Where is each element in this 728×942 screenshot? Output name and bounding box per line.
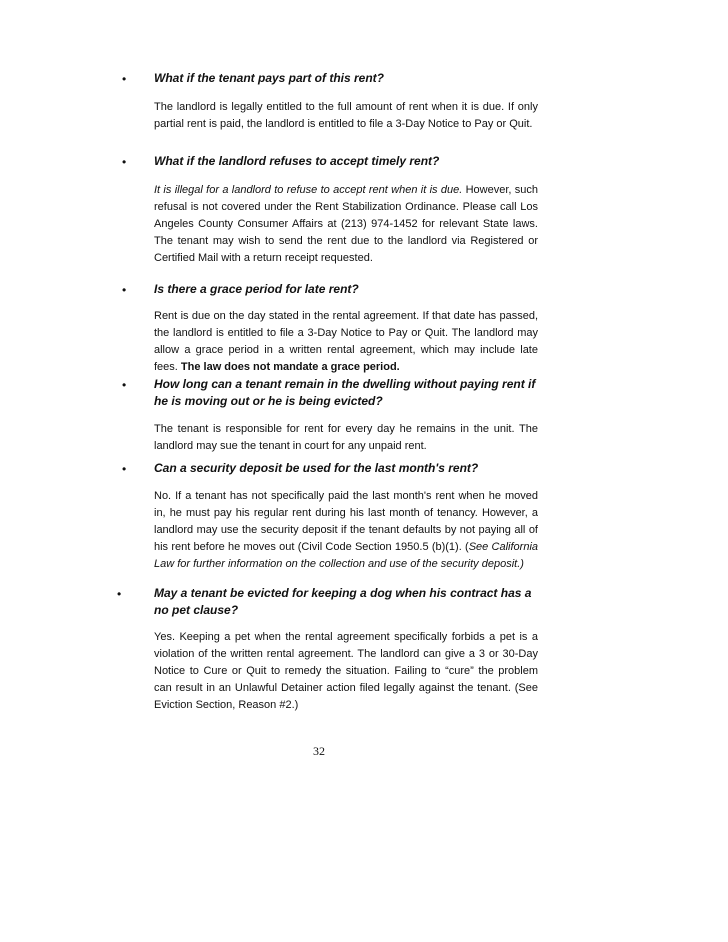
bullet-icon: • — [122, 155, 127, 169]
answer-text: No. If a tenant has not specifically paid the last month's rent when he moved in, he must pay his regular rent during his last month of tenancy. However, a landlord may use the security deposit if the tenant defaults by not paying all of his rent before he moves out (Civil Code Section 1950.5 (b)(1). ( — [154, 490, 538, 553]
question-heading: May a tenant be evicted for keeping a dog when his contract has a no pet clause? — [154, 586, 532, 617]
answer-paragraph: The tenant is responsible for rent for every day he remains in the unit. The landlord may sue the tenant in court for any unpaid rent. — [154, 423, 538, 452]
question-heading: How long can a tenant remain in the dwelling without paying rent if he is moving out or he is being evicted? — [154, 377, 536, 408]
answer-italic-text: See California Law for further information on the collection and use of the security deposit.) — [154, 541, 539, 570]
answer-paragraph: The landlord is legally entitled to the full amount of rent when it is due. If only partial rent is paid, the landlord is entitled to file a 3-Day Notice to Pay or Quit. — [154, 101, 538, 130]
page-number: 32 — [313, 744, 325, 758]
answer-italic-text: It is illegal for a landlord to refuse to accept rent when it is due. — [154, 184, 463, 196]
answer-paragraph: Yes. Keeping a pet when the rental agreement specifically forbids a pet is a violation of the written rental agreement. The landlord can give a 3 or 30-Day Notice to Cure or Quit to remedy the situation. Failing to “cure” the problem can result in an Unlawful Detainer action filed legally against the tenant. (See Eviction Section, Reason #2.) — [154, 631, 538, 711]
bullet-icon: • — [122, 283, 127, 297]
bullet-icon: • — [122, 378, 127, 392]
bullet-icon: • — [117, 587, 122, 601]
answer-paragraph — [154, 308, 538, 376]
bullet-icon: • — [122, 462, 127, 476]
question-heading: Is there a grace period for late rent? — [154, 282, 359, 296]
answer-text: However, such refusal is not covered under the Rent Stabilization Ordinance. Please call Los Angeles County Consumer Affairs at (213) 974-1452 for relevant State laws. The tenant may wish to send the rent due to the landlord via Registered or Certified Mail with a return receipt requested. — [154, 184, 539, 264]
answer-paragraph — [154, 182, 538, 267]
answer-paragraph — [154, 488, 538, 573]
question-heading: What if the landlord refuses to accept timely rent? — [154, 154, 440, 168]
question-heading: Can a security deposit be used for the last month's rent? — [154, 461, 479, 475]
question-heading: What if the tenant pays part of this rent? — [154, 71, 385, 85]
answer-bold-text: The law does not mandate a grace period. — [180, 361, 400, 373]
bullet-icon: • — [122, 72, 127, 86]
answer-text: Rent is due on the day stated in the rental agreement. If that date has passed, the landlord is entitled to file a 3-Day Notice to Pay or Quit. The landlord may allow a grace period in a written rental agreement, which may include late fees. — [154, 310, 538, 373]
